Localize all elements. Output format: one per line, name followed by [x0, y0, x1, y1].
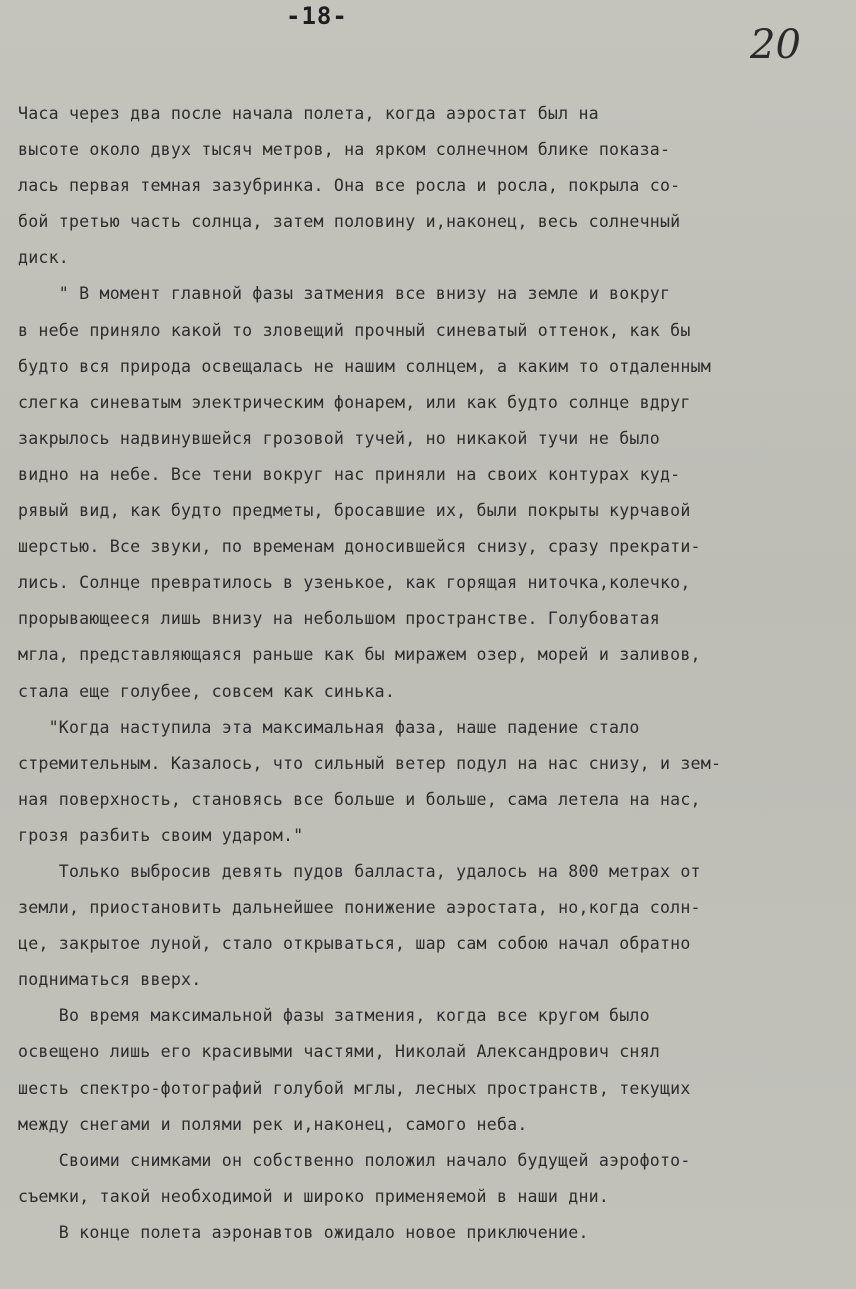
archive-page-number: 20: [750, 22, 801, 68]
text-line: " В момент главной фазы затмения все внизу на земле и вокруг: [18, 284, 671, 304]
text-line: стремительным. Казалось, что сильный ветер подул на нас снизу, и зем-: [18, 753, 722, 773]
text-line: Часа через два после начала полета, когда аэростат был на: [18, 104, 599, 123]
text-line: лась первая темная зазубринка. Она все росла и росла, покрыла со-: [18, 176, 681, 196]
page-number: -18-: [286, 2, 348, 30]
text-line: освещено лишь его красивыми частями, Николай Александрович снял: [18, 1042, 660, 1062]
text-line: Во время максимальной фазы затмения, когда все кругом было: [18, 1006, 650, 1026]
text-line: съемки, такой необходимой и широко применяемой в наши дни.: [18, 1186, 610, 1206]
text-line: высоте около двух тысяч метров, на ярком солнечном блике показа-: [18, 140, 671, 160]
text-line: видно на небе. Все тени вокруг нас приняли на своих контурах куд-: [18, 464, 681, 484]
text-line: лись. Солнце превратилось в узенькое, как горящая ниточка,колечко,: [18, 573, 691, 593]
text-line: между снегами и полями рек и,наконец, самого неба.: [18, 1114, 528, 1134]
text-line: диск.: [18, 248, 69, 268]
text-line: стала еще голубее, совсем как синька.: [18, 681, 396, 701]
text-line: Только выбросив девять пудов балласта, удалось на 800 метрах от: [18, 861, 701, 881]
typed-body-text: [18, 96, 856, 1251]
text-line: Своими снимками он собственно положил начало будущей аэрофото-: [18, 1150, 691, 1170]
text-line: мгла, представляющаяся раньше как бы миражем озер, морей и заливов,: [18, 645, 701, 665]
text-line: подниматься вверх.: [18, 970, 202, 990]
text-line: шесть спектро-фотографий голубой мглы, лесных пространств, текущих: [18, 1078, 691, 1098]
text-line: "Когда наступила эта максимальная фаза, наше падение стало: [18, 717, 640, 737]
text-line: будто вся природа освещалась не нашим солнцем, а каким то отдаленным: [18, 356, 711, 376]
text-line: закрылось надвинувшейся грозовой тучей, но никакой тучи не было: [18, 428, 660, 448]
text-line: прорывающееся лишь внизу на небольшом пространстве. Голубоватая: [18, 609, 660, 629]
text-line: шерстью. Все звуки, по временам доносившейся снизу, сразу прекрати-: [18, 537, 701, 557]
text-line: це, закрытое луной, стало открываться, шар сам собою начал обратно: [18, 934, 691, 954]
text-line: грозя разбить своим ударом.": [18, 825, 304, 845]
text-line: земли, приостановить дальнейшее понижение аэростата, но,когда солн-: [18, 898, 701, 918]
text-line: бой третью часть солнца, затем половину и,наконец, весь солнечный: [18, 212, 681, 232]
text-line: В конце полета аэронавтов ожидало новое приключение.: [18, 1222, 589, 1242]
text-line: ная поверхность, становясь все больше и больше, сама летела на нас,: [18, 789, 701, 809]
text-line: слегка синеватым электрическим фонарем, или как будто солнце вдруг: [18, 392, 691, 412]
text-line: в небе приняло какой то зловещий прочный синеватый оттенок, как бы: [18, 320, 691, 340]
text-line: рявый вид, как будто предметы, бросавшие их, были покрыты курчавой: [18, 501, 691, 521]
